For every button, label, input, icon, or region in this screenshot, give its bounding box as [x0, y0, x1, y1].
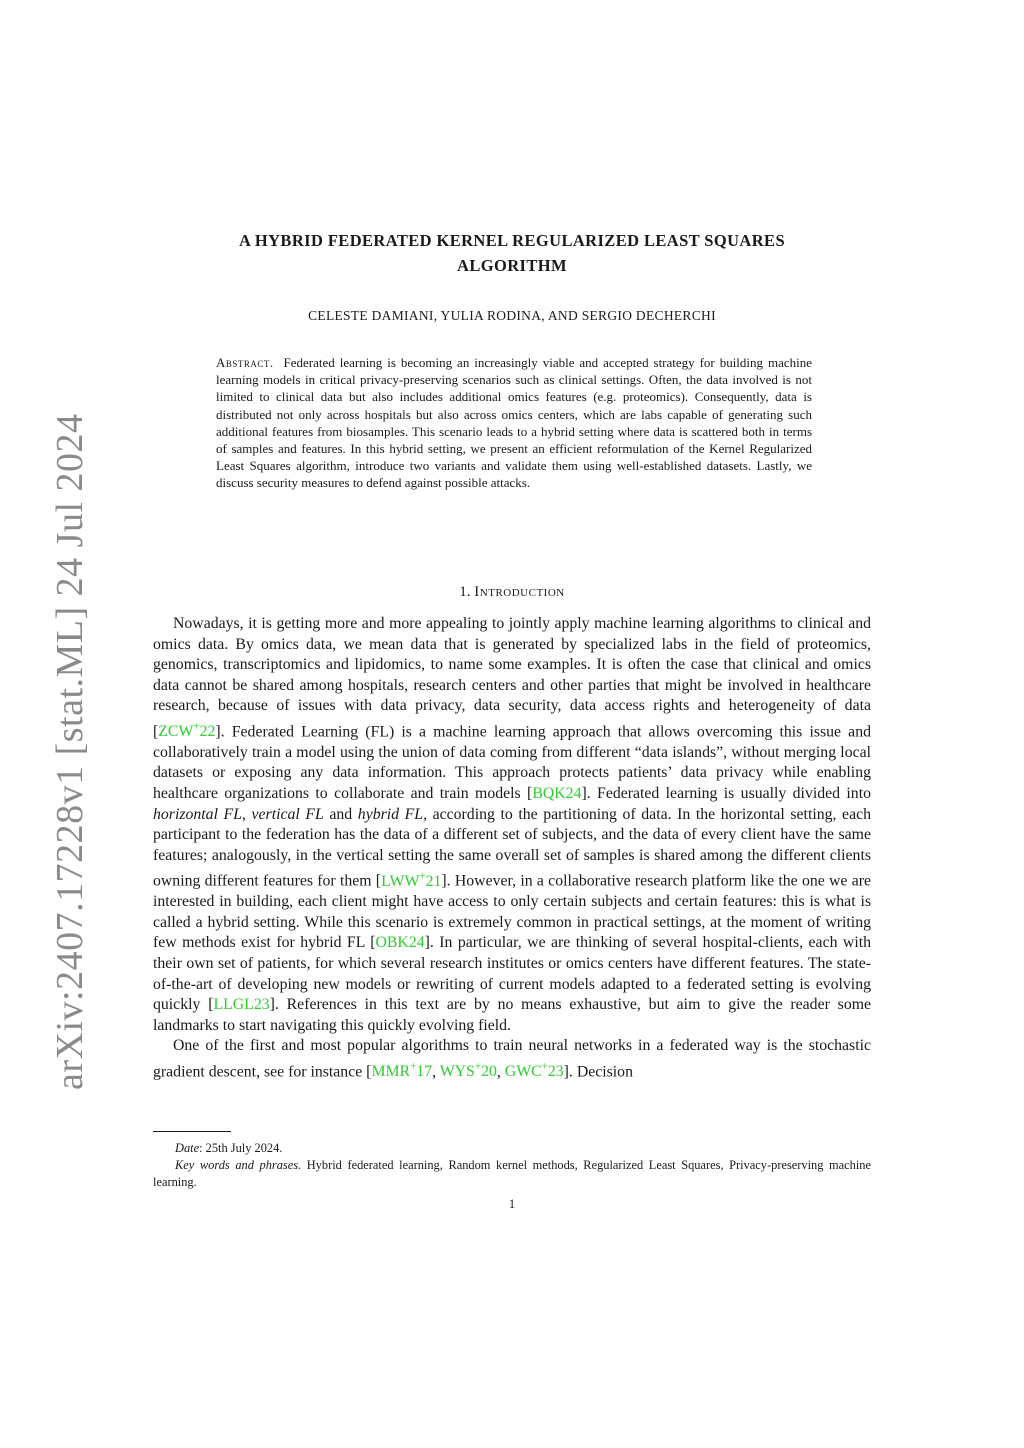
text-run: , [432, 1063, 440, 1081]
text-run: and [323, 805, 358, 823]
emphasis: hybrid FL [357, 805, 424, 823]
emphasis: horizontal FL [153, 805, 242, 823]
section-title: Introduction [474, 584, 565, 600]
citation-link[interactable]: LLGL23 [213, 996, 270, 1014]
footnote-label: Date [175, 1141, 200, 1155]
citation-link[interactable]: BQK24 [532, 785, 582, 803]
citation-link[interactable]: GWC+23 [504, 1061, 564, 1081]
footnote-value: : 25th July 2024. [199, 1141, 283, 1155]
abstract [216, 354, 812, 492]
paragraph [153, 1036, 871, 1082]
text-run: Nowadays, it is getting more and more appealing to jointly apply machine learning algorithms to clinical and omics data. By omics data, we mean data that is generated by specialized labs in the field of proteomics, genomics, transcriptomics and lipidomics, to name some examples. It is often the case that clinical and omics data cannot be shared among hospitals, research centers and other parties that might be involved in healthcare research, because of issues with data privacy, data security, data access rights and heterogeneity of data [ [153, 615, 871, 741]
footnote-divider [153, 1131, 231, 1132]
abstract-text: Federated learning is becoming an increasingly viable and accepted strategy for building machine learning models in critical privacy-preserving scenarios such as clinical settings. Often, the data involved is not limited to clinical data but also includes additional omics features (e.g. proteomics). Consequently, data is distributed not only across hospitals but also across omics centers, which are labs capable of generating such additional features from biosamples. This scenario leads to a hybrid setting where data is scattered both in terms of samples and features. In this hybrid setting, we present an efficient reformulation of the Kernel Regularized Least Squares algorithm, introduce two variants and validate them using well-established datasets. Lastly, we discuss security measures to defend against possible attacks. [216, 355, 812, 491]
text-run: , [241, 805, 252, 823]
title-line-2: ALGORITHM [457, 256, 567, 275]
text-run: ]. Decision [563, 1063, 633, 1081]
citation-link[interactable]: ZCW+22 [158, 720, 216, 741]
text-run: ]. However, in a collaborative research platform like the one we are interested in building, each client might have access to only certain subjects and certain features: this is what is called a hybrid setting. While this scenario is extremely common in practical settings, at the moment of writing few methods exist for hybrid FL [ [153, 872, 871, 952]
arxiv-identifier: arXiv:2407.17228v1 [stat.ML] 24 Jul 2024 [49, 413, 91, 1090]
text-run: ]. In particular, we are thinking of several hospital-clients, each with their own set of patients, for which several research institutes or omics centers have different features. The state-of-the-art of developing new models or rewriting of current models adapted to a federated setting is evolving quickly [ [153, 934, 872, 1014]
title-line-1: A HYBRID FEDERATED KERNEL REGULARIZED LEAST SQUARES [238, 231, 786, 250]
footnotes [153, 1140, 871, 1191]
text-run: One of the first and most popular algorithms to train neural networks in a federated way is the stochastic gradient descent, see for instance [ [153, 1037, 871, 1081]
footnote-keywords [153, 1157, 871, 1191]
citation-link[interactable]: MMR+17 [371, 1061, 433, 1081]
superscript-plus: + [410, 1061, 417, 1073]
superscript-plus: + [541, 1061, 548, 1073]
footnote-label: Key words and phrases. [175, 1158, 302, 1172]
citation-link[interactable]: LWW+21 [381, 870, 442, 890]
paragraph [153, 614, 871, 1036]
section-heading [152, 584, 872, 601]
page-number: 1 [508, 1197, 516, 1211]
text-run: ]. Federated learning is usually divided into [581, 785, 871, 803]
text-run: ]. Federated Learning (FL) is a machine learning approach that allows overcoming this issue and collaboratively train a model using the union of data coming from different “data islands”, without merging local datasets or exposing any data information. This approach protects patients’ data privacy while enabling healthcare organizations to collaborate and train models [ [153, 723, 871, 803]
section-number: 1. [459, 584, 471, 600]
body-text [153, 614, 871, 1083]
footnote-date [153, 1140, 871, 1157]
paper-title [152, 228, 872, 278]
footnote-value: Hybrid federated learning, Random kernel methods, Regularized Least Squares, Privacy-preserving machine learning. [153, 1158, 871, 1189]
text-run: ]. References in this text are by no means exhaustive, but aim to give the reader some landmarks to start navigating this quickly evolving field. [153, 996, 872, 1034]
text-run: , [496, 1063, 505, 1081]
emphasis: vertical FL [251, 805, 324, 823]
superscript-plus: + [474, 1061, 482, 1073]
citation-link[interactable]: OBK24 [375, 934, 425, 952]
citation-link[interactable]: WYS+20 [439, 1061, 497, 1081]
superscript-plus: + [419, 870, 426, 883]
superscript-plus: + [193, 720, 200, 733]
text-run: , according to the partitioning of data. In the horizontal setting, each participant to the federation has the data of a different set of subjects, and the data of every client have the same features; analogously, in the vertical setting the same overall set of samples is shared among the different clients owning different features for them [ [153, 805, 871, 890]
author-list: CELESTE DAMIANI, YULIA RODINA, AND SERGIO DECHERCHI [308, 308, 716, 323]
abstract-label: Abstract. [216, 355, 274, 370]
